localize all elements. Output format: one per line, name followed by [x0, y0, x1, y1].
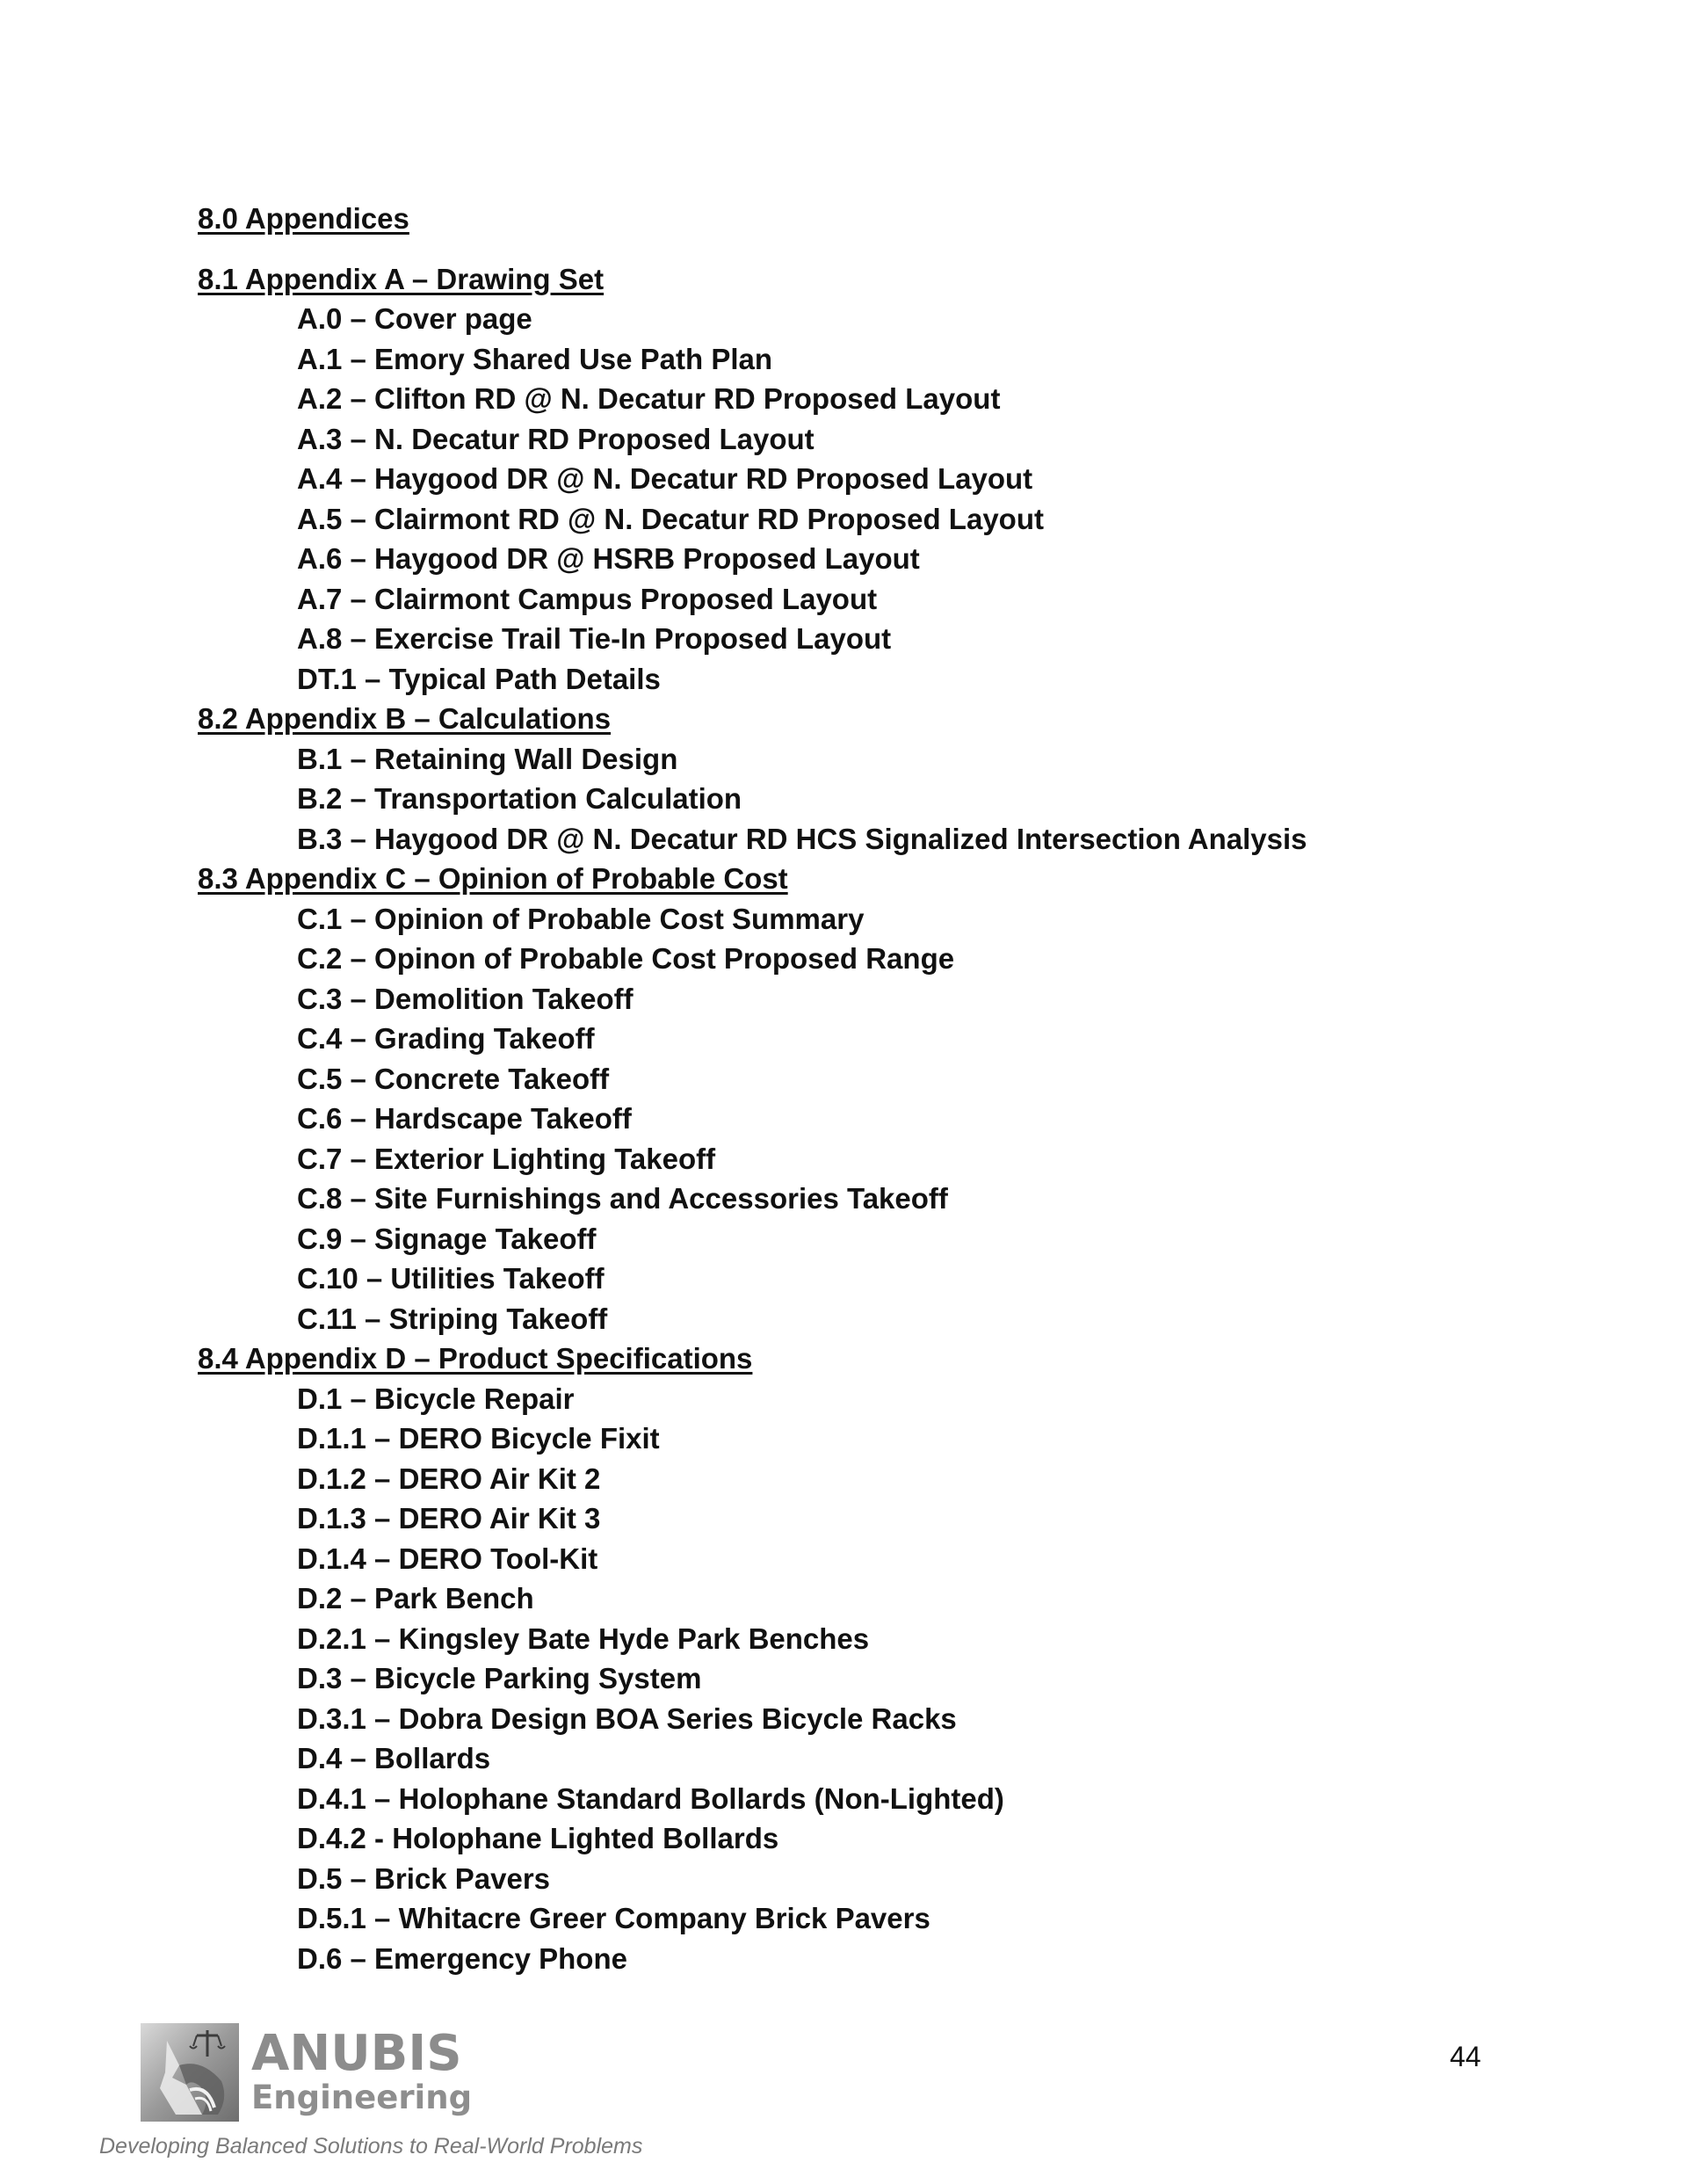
list-item: D.6 – Emergency Phone [297, 1941, 627, 1975]
list-item: DT.1 – Typical Path Details [297, 662, 661, 695]
list-item: D.1.1 – DERO Bicycle Fixit [297, 1422, 660, 1455]
logo-text [251, 2025, 473, 2116]
list-item: D.2.1 – Kingsley Bate Hyde Park Benches [297, 1622, 870, 1655]
footer-tagline: Developing Balanced Solutions to Real-World Problems [99, 2134, 643, 2159]
list-item: B.2 – Transportation Calculation [297, 782, 742, 815]
appendix-section-a [198, 259, 1516, 700]
list-item: A.1 – Emory Shared Use Path Plan [297, 342, 773, 375]
list-item: D.5 – Brick Pavers [297, 1861, 551, 1895]
section-heading: 8.1 Appendix A – Drawing Set [198, 262, 605, 295]
appendix-section-c [198, 859, 1516, 1339]
list-item: C.9 – Signage Takeoff [297, 1222, 597, 1255]
list-item: D.2 – Park Bench [297, 1582, 534, 1614]
appendix-section-d [198, 1339, 1516, 1978]
list-item: D.3.1 – Dobra Design BOA Series Bicycle Racks [297, 1701, 957, 1735]
list-item: C.3 – Demolition Takeoff [297, 982, 634, 1015]
list-item: D.5.1 – Whitacre Greer Company Brick Pavers [297, 1902, 930, 1934]
section-heading: 8.2 Appendix B – Calculations [198, 702, 612, 735]
list-item: A.5 – Clairmont RD @ N. Decatur RD Proposed Layout [297, 502, 1044, 535]
list-item: D.1.4 – DERO Tool-Kit [297, 1542, 598, 1575]
list-item: D.1.3 – DERO Air Kit 3 [297, 1502, 601, 1535]
list-item: A.3 – N. Decatur RD Proposed Layout [297, 422, 815, 455]
list-item: C.5 – Concrete Takeoff [297, 1062, 610, 1095]
list-item: D.1.2 – DERO Air Kit 2 [297, 1462, 601, 1495]
list-item: C.10 – Utilities Takeoff [297, 1262, 605, 1295]
list-item: A.4 – Haygood DR @ N. Decatur RD Proposed Layout [297, 462, 1033, 495]
list-item: C.1 – Opinion of Probable Cost Summary [297, 902, 865, 935]
list-item: A.2 – Clifton RD @ N. Decatur RD Proposed Layout [297, 382, 1001, 415]
list-item: C.7 – Exterior Lighting Takeoff [297, 1142, 716, 1175]
logo-name: ANUBIS [251, 2025, 462, 2082]
list-item: A.6 – Haygood DR @ HSRB Proposed Layout [297, 542, 920, 575]
list-item: B.3 – Haygood DR @ N. Decatur RD HCS Signalized Intersection Analysis [297, 822, 1307, 855]
list-item: C.6 – Hardscape Takeoff [297, 1102, 632, 1135]
appendix-section-b [198, 699, 1516, 859]
list-item: D.3 – Bicycle Parking System [297, 1662, 702, 1694]
list-item: A.0 – Cover page [297, 302, 532, 335]
list-item: D.1 – Bicycle Repair [297, 1382, 575, 1415]
list-item: C.8 – Site Furnishings and Accessories Takeoff [297, 1182, 948, 1215]
list-item: A.7 – Clairmont Campus Proposed Layout [297, 582, 878, 615]
section-heading: 8.4 Appendix D – Product Specifications [198, 1342, 753, 1375]
section-heading: 8.3 Appendix C – Opinion of Probable Cost [198, 862, 788, 895]
logo-subtitle: Engineering [251, 2079, 473, 2116]
page-number: 44 [1450, 2041, 1481, 2072]
list-item: C.4 – Grading Takeoff [297, 1022, 595, 1055]
list-item: D.4 – Bollards [297, 1742, 491, 1774]
list-item: C.2 – Opinon of Probable Cost Proposed Range [297, 942, 955, 975]
list-item: D.4.2 - Holophane Lighted Bollards [297, 1822, 779, 1854]
anubis-logo-icon [141, 2023, 239, 2122]
list-item: B.1 – Retaining Wall Design [297, 742, 678, 775]
list-item: A.8 – Exercise Trail Tie-In Proposed Layout [297, 622, 892, 655]
company-logo [141, 2023, 472, 2122]
appendices-content [198, 199, 1516, 1978]
list-item: C.11 – Striping Takeoff [297, 1302, 608, 1335]
page-title: 8.0 Appendices [198, 202, 409, 235]
list-item: D.4.1 – Holophane Standard Bollards (Non-Lighted) [297, 1781, 1004, 1815]
